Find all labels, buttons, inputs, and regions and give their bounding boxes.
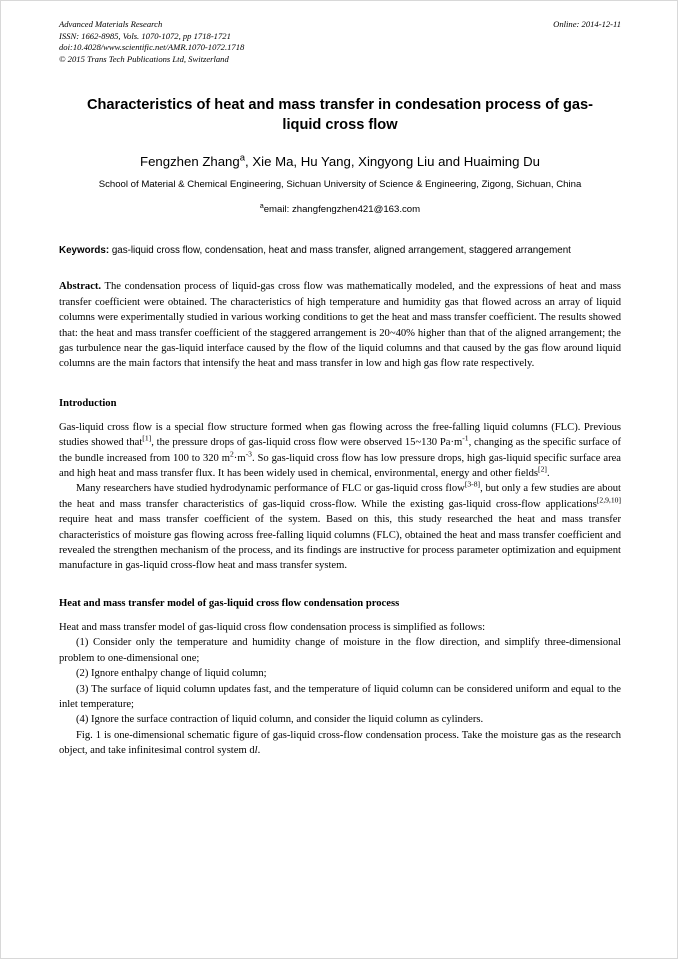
journal-doi: doi:10.4028/www.scientific.net/AMR.1070-1072.1718 — [59, 42, 245, 53]
abstract-text: The condensation process of liquid-gas cross flow was mathematically modeled, and the expressions of heat and mass transfer coefficient were obtained. The characteristics of high temperature and humidity gas that flowed across an array of liquid columns were experimentally studied in various working conditions to get the heat and mass transfer coefficient. The results showed that: the heat and mass transfer coefficient of the staggered arrangement is 20~40% higher than that of the aligned arrangement; the gas turbulence near the gas-liquid interface caused by the flow of the liquid columns and that caused by the gas flow around liquid columns are the main factors that intensify the heat and mass transfer in low and high gas flow rate respectively. — [59, 281, 621, 370]
model-item: (4) Ignore the surface contraction of liquid column, and consider the liquid column as cylinders. — [76, 714, 484, 726]
model-item: (3) The surface of liquid column updates fast, and the temperature of liquid column can be considered uniform and equal to the inlet temperature; — [59, 683, 621, 710]
model-item: (1) Consider only the temperature and humidity change of moisture in the flow direction, and simplify three-dimensional problem to one-dimensional one; — [59, 637, 621, 664]
keywords-block — [59, 243, 621, 259]
model-closing-paragraph: Fig. 1 is one-dimensional schematic figure of gas-liquid cross-flow condensation process. Take the moisture gas as the research object, and take infinitesimal control system dl. — [59, 729, 621, 757]
abstract-label: Abstract. — [59, 281, 102, 293]
model-item: (2) Ignore enthalpy change of liquid column; — [76, 668, 267, 680]
online-date: Online: 2014-12-11 — [553, 19, 621, 29]
intro-paragraph-1: Gas-liquid cross flow is a special flow structure formed when gas flowing across the free-falling liquid columns (FLC). Previous studies showed that[1], the pressure drops of gas-liquid cross flow were observed 15~130 $Pa\cdot m^{-1}$, changing as the specific surface of the bundle increased from 100 to 320 $m^2\cdot m^{-3}$. So gas-liquid cross flow has low pressure drops, high gas-liquid specific surface area and high heat and mass transfer flux. It has been widely used in chemical, environmental, energy and other fields[2]. — [59, 421, 622, 480]
journal-issn: ISSN: 1662-8985, Vols. 1070-1072, pp 1718-1721 — [59, 30, 231, 41]
journal-header — [59, 19, 621, 65]
model-intro-line: Heat and mass transfer model of gas-liquid cross flow condensation process is simplified as follows: — [59, 621, 486, 633]
affiliation: School of Material & Chemical Engineering, Sichuan University of Science & Engineering, Zigong, Sichuan, China — [98, 179, 582, 191]
intro-paragraph-2: Many researchers have studied hydrodynamic performance of FLC or gas-liquid cross flow[3-8], but only a few studies are about the heat and mass transfer characteristics of gas-liquid cross-flow. While the existing gas-liquid cross-flow applications[2,9,10] require heat and mass transfer coefficient of the system. Based on this, this study researched the heat and mass transfer characteristics of moisture gas flowing across free-falling liquid columns (FLC), obtained the heat and mass transfer coefficient and revealed the strengthen mechanism of the process, and its findings are instructive for process parameter optimization and equipment manufacture in gas-liquid cross-flow heat and mass transfer system. — [59, 479, 621, 572]
page-title: Characteristics of heat and mass transfer in condesation process of gas-liquid cross flow — [86, 97, 594, 134]
keywords-label: Keywords: — [59, 244, 110, 256]
abstract-block — [59, 279, 621, 371]
heading-model-section: Heat and mass transfer model of gas-liquid cross flow condensation process — [59, 597, 400, 609]
journal-copyright: © 2015 Trans Tech Publications Ltd, Switzerland — [59, 53, 229, 64]
page-content — [1, 1, 677, 759]
heading-introduction: Introduction — [59, 397, 117, 409]
journal-name: Advanced Materials Research — [59, 19, 163, 29]
author-list: Fengzhen Zhang$^a$, Xie Ma, Hu Yang, Xingyong Liu and Huaiming Du — [140, 152, 540, 170]
keywords-text: gas-liquid cross flow, condensation, heat and mass transfer, aligned arrangement, staggered arrangement — [109, 244, 571, 256]
corresponding-email: $^a$email: zhangfengzhen421@163.com — [259, 202, 421, 215]
